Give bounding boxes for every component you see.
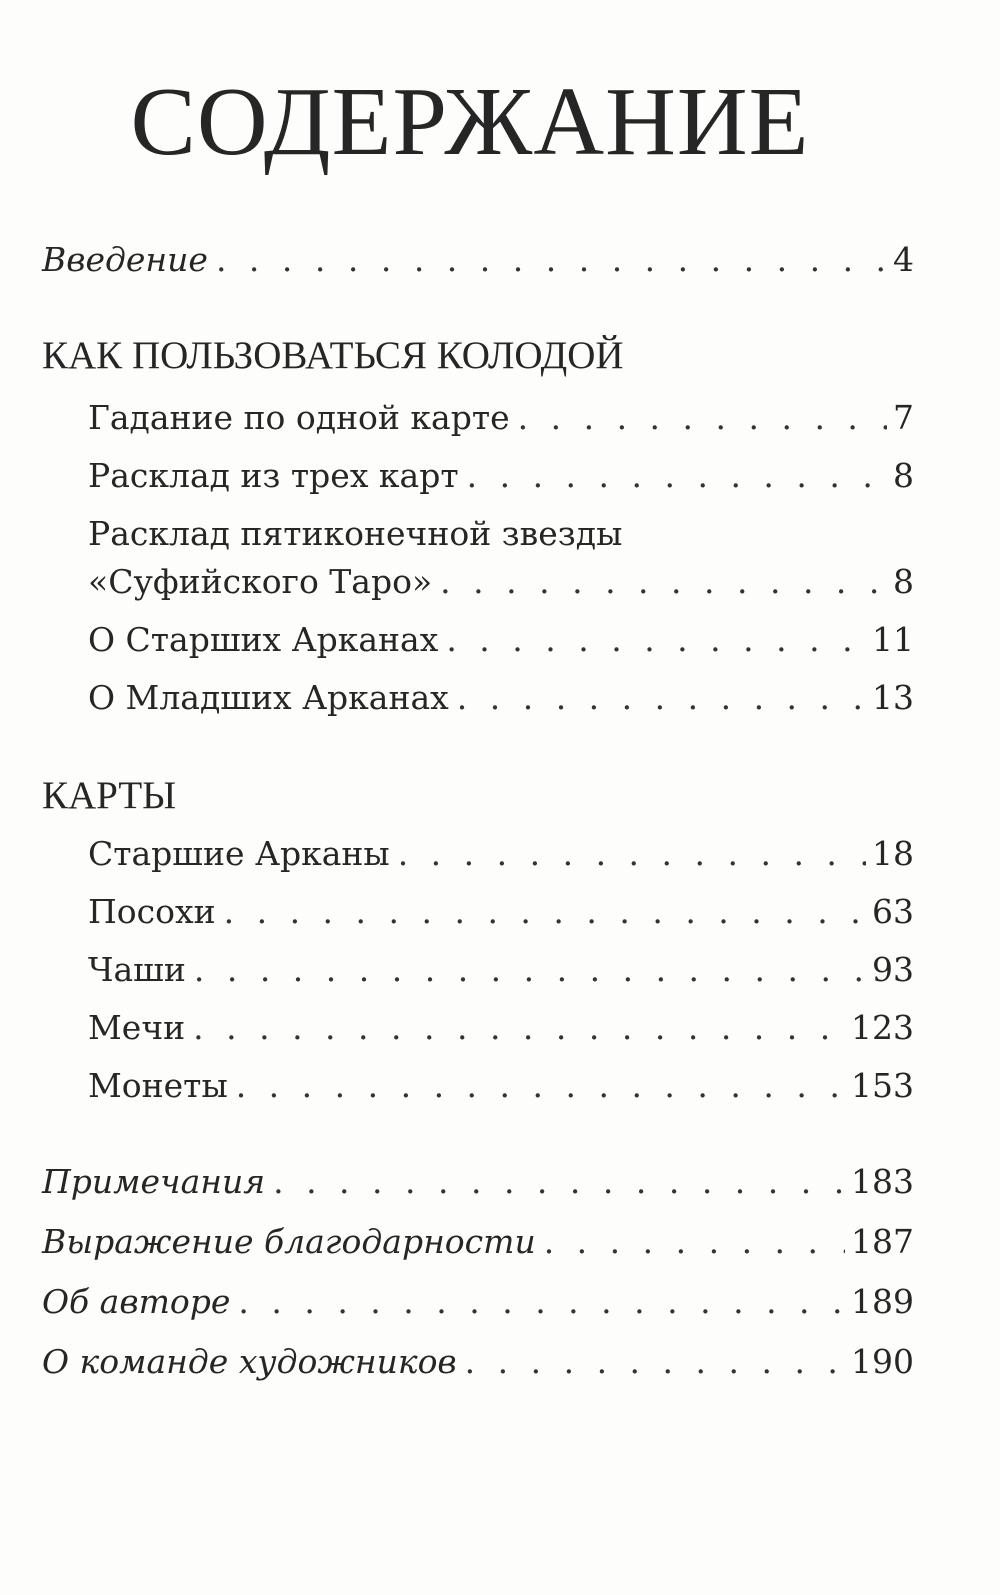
dot-leader: [518, 398, 887, 438]
toc-entry[interactable]: [88, 456, 914, 496]
toc-page-number: 8: [893, 456, 914, 495]
toc-page-number: 11: [872, 620, 914, 659]
toc-entry-intro[interactable]: [42, 240, 914, 280]
toc-entry[interactable]: [42, 1222, 914, 1262]
toc-entry-label: Мечи: [88, 1008, 186, 1047]
toc-entry-label: Посохи: [88, 892, 216, 931]
toc-entry[interactable]: [88, 678, 914, 718]
dot-leader: [440, 562, 887, 602]
toc-entry[interactable]: [42, 1342, 914, 1382]
toc-entry[interactable]: [88, 834, 914, 874]
dot-leader: [238, 1282, 845, 1322]
toc-page-number: 13: [872, 678, 914, 717]
toc-entry-label: О Младших Арканах: [88, 678, 449, 717]
dot-leader: [457, 678, 866, 718]
toc-entry-label: Чаши: [88, 950, 186, 989]
toc-page-number: 63: [872, 892, 914, 931]
page-title: СОДЕРЖАНИЕ: [130, 68, 810, 176]
toc-entry-label: О команде художников: [42, 1342, 457, 1381]
dot-leader: [273, 1162, 845, 1202]
toc-entry-label: «Суфийского Таро»: [88, 562, 433, 601]
toc-entry-label: Расклад из трех карт: [88, 456, 459, 495]
toc-page-number: 187: [851, 1222, 914, 1261]
toc-page-number: 190: [851, 1342, 914, 1381]
dot-leader: [224, 892, 866, 932]
toc-entry[interactable]: [42, 1282, 914, 1322]
toc-entry[interactable]: [88, 950, 914, 990]
toc-entry-label: Выражение благодарности: [42, 1222, 536, 1261]
toc-entry[interactable]: [88, 620, 914, 660]
dot-leader: [398, 834, 866, 874]
toc-page-number: 7: [893, 398, 914, 437]
toc-entry[interactable]: [42, 1162, 914, 1202]
toc-page-number: 4: [893, 240, 914, 279]
toc-entry[interactable]: [88, 1066, 914, 1106]
toc-entry-label: Старшие Арканы: [88, 834, 390, 873]
dot-leader: [216, 240, 887, 280]
section-heading-cards: КАРТЫ: [42, 774, 177, 817]
toc-entry-label: Об авторе: [42, 1282, 231, 1321]
toc-entry[interactable]: [88, 1008, 914, 1048]
dot-leader: [446, 620, 866, 660]
toc-entry-label: О Старших Арканах: [88, 620, 439, 659]
dot-leader: [194, 950, 866, 990]
toc-entry-label: Введение: [42, 240, 208, 279]
toc-page-number: 18: [872, 834, 914, 873]
toc-entry[interactable]: [88, 398, 914, 438]
dot-leader: [236, 1066, 845, 1106]
toc-entry[interactable]: [88, 892, 914, 932]
toc-page-number: 8: [893, 562, 914, 601]
toc-entry-label-line1[interactable]: Расклад пятиконечной звезды: [88, 514, 623, 553]
toc-entry-label: Примечания: [42, 1162, 266, 1201]
toc-page-number: 123: [851, 1008, 914, 1047]
section-heading-usage: КАК ПОЛЬЗОВАТЬСЯ КОЛОДОЙ: [42, 334, 624, 377]
toc-page-number: 153: [851, 1066, 914, 1105]
dot-leader: [465, 1342, 845, 1382]
dot-leader: [467, 456, 887, 496]
toc-entry-label: Гадание по одной карте: [88, 398, 510, 437]
toc-page-number: 183: [851, 1162, 914, 1201]
dot-leader: [544, 1222, 845, 1262]
dot-leader: [193, 1008, 845, 1048]
toc-entry[interactable]: [88, 562, 914, 602]
toc-page-number: 189: [851, 1282, 914, 1321]
toc-entry-label: Монеты: [88, 1066, 228, 1105]
toc-page-number: 93: [872, 950, 914, 989]
